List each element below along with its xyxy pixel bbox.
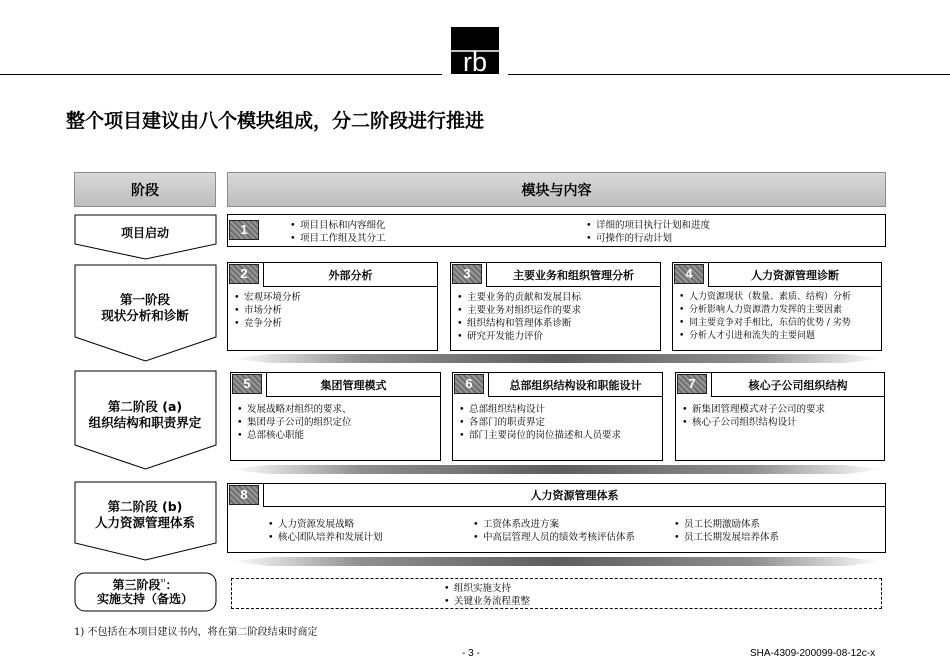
phase-3-support-box (231, 578, 882, 609)
module-8-list-1 (266, 518, 383, 544)
document-id: SHA-4309-200099-08-12c-x (750, 648, 876, 659)
list-item: • 总部组织结构设计 (457, 403, 621, 416)
list-item: • 主要业务的贡献和发展目标 (455, 291, 581, 304)
list-item: • 人力资源发展战略 (266, 518, 383, 531)
list-item: • 部门主要岗位的岗位描述和人员要求 (457, 429, 621, 442)
module-8-list-2 (471, 518, 635, 544)
module-8-number: 8 (229, 485, 259, 505)
list-item: • 发展战略对组织的要求、 (235, 403, 352, 416)
module-8-list-3 (672, 518, 779, 544)
stage-label-phase-2a: 第二阶段 (a) 组织结构和职责界定 (88, 399, 202, 430)
module-3-box (450, 262, 661, 351)
module-2-list (232, 291, 301, 330)
module-1-right-list (584, 219, 710, 245)
stage-label-kickoff: 项 目 启 动 (120, 225, 170, 240)
module-6-box (452, 372, 663, 461)
module-4-box (672, 262, 882, 351)
phase-separator-3 (230, 557, 884, 566)
list-item: • 组织结构和管理体系诊断 (455, 317, 581, 330)
module-5-box (230, 372, 441, 461)
stage-column-header: 阶段 (74, 172, 216, 207)
stage-label-phase-2b: 第二阶段 (b) 人力资源管理体系 (94, 499, 196, 530)
module-8-box (227, 483, 886, 553)
module-2-box (227, 262, 438, 351)
module-7-number: 7 (677, 374, 707, 394)
list-item: • 同主要竞争对手相比，东信的优势 / 劣势 (677, 317, 851, 330)
list-item: • 核心子公司组织结构设计 (680, 416, 825, 429)
list-item: • 中高层管理人员的绩效考核评估体系 (471, 531, 635, 544)
list-item: • 可操作的行动计划 (584, 232, 710, 245)
list-item: • 各部门的职责界定 (457, 416, 621, 429)
module-8-title: 人力资源管理体系 (263, 484, 885, 507)
module-3-list (455, 291, 581, 343)
list-item: • 新集团管理模式对子公司的要求 (680, 403, 825, 416)
logo-text: rb (462, 47, 488, 74)
list-item: • 项目工作组及其分工 (288, 232, 386, 245)
module-6-number: 6 (454, 374, 484, 394)
list-item: • 分析人才引进和流失的主要问题 (677, 330, 851, 343)
module-4-title: 人力资源管理诊断 (708, 263, 881, 287)
list-item: • 项目目标和内容细化 (288, 219, 386, 232)
list-item: • 人力资源现状（数量、素质、结构）分析 (677, 291, 851, 304)
module-7-title: 核心子公司组织结构 (711, 373, 884, 397)
list-item: • 市场分析 (232, 304, 301, 317)
list-item: • 关键业务流程重整 (442, 595, 530, 608)
page-number: - 3 - (462, 648, 480, 659)
module-5-title: 集团管理模式 (266, 373, 440, 397)
phase-separator-1 (230, 354, 884, 363)
module-4-number: 4 (674, 264, 704, 284)
phase-3-list (442, 582, 530, 608)
list-item: • 主要业务对组织运作的要求 (455, 304, 581, 317)
list-item: • 竞争分析 (232, 317, 301, 330)
list-item: • 核心团队培养和发展计划 (266, 531, 383, 544)
module-2-title: 外部分析 (263, 263, 437, 287)
stage-label-phase-3: 第三阶段$^{^{1)}}$： 实施支持（备选） (96, 577, 193, 606)
modules-column-header: 模块与内容 (227, 172, 886, 207)
module-1-number: 1 (229, 220, 259, 240)
module-6-title: 总部组织结构设和职能设计 (488, 373, 662, 397)
top-rule-right (508, 74, 950, 75)
footnote: 1) 不包括在本项目建议书内，将在第二阶段结束时商定 (74, 627, 318, 638)
list-item: • 研究开发能力评价 (455, 330, 581, 343)
list-item: • 工资体系改进方案 (471, 518, 635, 531)
list-item: • 分析影响人力资源潜力发挥的主要因素 (677, 304, 851, 317)
module-4-list (677, 291, 851, 343)
list-item: • 集团母子公司的组织定位 (235, 416, 352, 429)
stage-label-phase-1: 第一阶段 现状分析和诊断 (101, 292, 189, 323)
list-item: • 宏观环境分析 (232, 291, 301, 304)
module-6-list (457, 403, 621, 442)
module-1-box (227, 214, 886, 247)
top-rule-left (0, 74, 442, 75)
module-7-list (680, 403, 825, 429)
module-3-number: 3 (452, 264, 482, 284)
list-item: • 详细的项目执行计划和进度 (584, 219, 710, 232)
module-2-number: 2 (229, 264, 259, 284)
phase-separator-2 (230, 465, 884, 474)
module-7-box (675, 372, 885, 461)
list-item: • 员工长期激励体系 (672, 518, 779, 531)
module-1-left-list (288, 219, 386, 245)
module-3-title: 主要业务和组织管理分析 (486, 263, 660, 287)
company-logo (451, 27, 499, 74)
list-item: • 组织实施支持 (442, 582, 530, 595)
page-title: 整个项目建议由八个模块组成，分二阶段进行推进 (66, 110, 485, 132)
list-item: • 员工长期发展培养体系 (672, 531, 779, 544)
module-5-number: 5 (232, 374, 262, 394)
list-item: • 总部核心职能 (235, 429, 352, 442)
module-5-list (235, 403, 352, 442)
